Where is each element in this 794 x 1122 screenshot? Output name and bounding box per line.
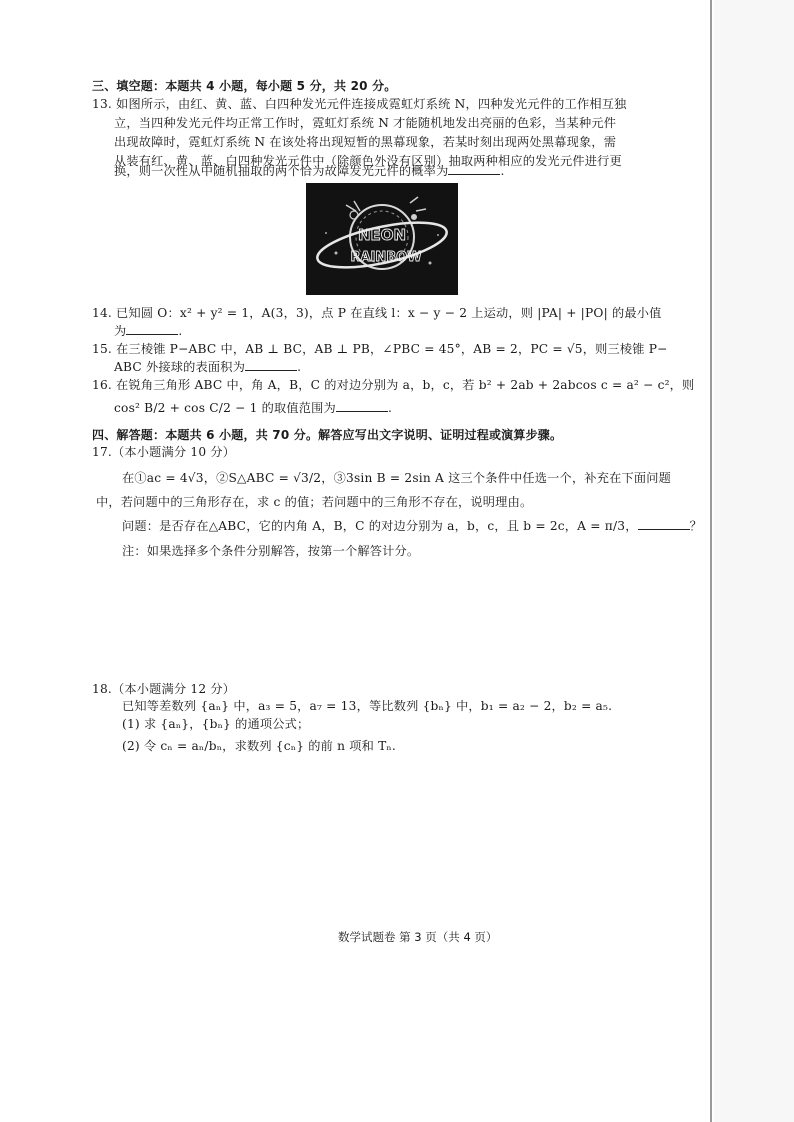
q15-line-2-wrap: ABC 外接球的表面积为 . <box>114 360 302 374</box>
q13-answer-blank <box>448 163 500 175</box>
q13-line-2: 立，当四种发光元件均正常工作时，霓虹灯系统 N 才能随机地发出亮丽的色彩，当某种元件 <box>114 116 617 130</box>
q17-title: 17.（本小题满分 10 分） <box>92 445 236 459</box>
section-3-heading: 三、填空题：本题共 4 小题，每小题 5 分，共 20 分。 <box>92 79 397 93</box>
neon-text-top: NEON <box>357 226 407 244</box>
q16-line-2: cos² B/2 + cos C/2 − 1 的取值范围为 <box>114 401 336 415</box>
neon-sign-figure <box>306 183 458 295</box>
q16-answer-blank <box>336 400 388 412</box>
q17-end-mark: ？ <box>689 519 702 533</box>
q18-part-2: (2) 令 cₙ = aₙ/bₙ，求数列 {cₙ} 的前 n 项和 Tₙ. <box>122 739 396 753</box>
q16-line-2-wrap: cos² B/2 + cos C/2 − 1 的取值范围为 . <box>114 401 393 415</box>
q14-answer-blank <box>126 323 178 335</box>
q18-title: 18.（本小题满分 12 分） <box>92 682 236 696</box>
q18-line-1: 已知等差数列 {aₙ} 中，a₃ = 5，a₇ = 13，等比数列 {bₙ} 中，b₁ = a₂ − 2，b₂ = a₅. <box>122 699 613 713</box>
q17-condition-blank <box>638 518 690 530</box>
q14-line-2: 为 <box>114 324 127 338</box>
section-4-heading: 四、解答题：本题共 6 小题，共 70 分。解答应写出文字说明、证明过程或演算步骤。 <box>92 428 563 442</box>
q13-line-3: 出现故障时，霓虹灯系统 N 在该处将出现短暂的黑幕现象，若某时刻出现两处黑幕现象，需 <box>114 135 617 149</box>
q17-note: 注：如果选择多个条件分别解答，按第一个解答计分。 <box>122 544 420 558</box>
page-footer: 数学试题卷 第 3 页（共 4 页） <box>338 930 498 944</box>
q13-line-1: 13. 如图所示，由红、黄、蓝、白四种发光元件连接成霓虹灯系统 N，四种发光元件的工作相互独 <box>92 97 627 111</box>
q18-part-1: (1) 求 {aₙ}，{bₙ} 的通项公式； <box>122 717 310 731</box>
q17-line-3: 问题：是否存在△ABC，它的内角 A，B，C 的对边分别为 a，b，c，且 b = 2c，A = π/3， <box>122 519 638 533</box>
q15-line-2: ABC 外接球的表面积为 <box>114 360 246 374</box>
neon-planet-icon <box>306 183 458 295</box>
q13-line-5: 换，则一次性从中随机抽取的两个恰为故障发光元件的概率为 <box>114 164 449 178</box>
q13-line-5-wrap: 换，则一次性从中随机抽取的两个恰为故障发光元件的概率为 . <box>114 164 505 178</box>
q17-line-2: 中，若问题中的三角形存在，求 c 的值；若问题中的三角形不存在，说明理由。 <box>96 495 533 509</box>
q14-line-1: 14. 已知圆 O：x² + y² = 1，A(3，3)，点 P 在直线 l：x − y − 2 上运动，则 |PA| + |PO| 的最小值 <box>92 306 662 320</box>
q13-line-4: 从装有红、黄、蓝、白四种发光元件中（除颜色外没有区别）抽取两种相应的发光元件进行更 <box>114 154 622 168</box>
q15-line-1: 15. 在三棱锥 P−ABC 中，AB ⊥ BC，AB ⊥ PB，∠PBC = 45°，AB = 2，PC = √5，则三棱锥 P− <box>92 342 668 356</box>
q15-answer-blank <box>245 359 297 371</box>
q17-line-3-wrap <box>122 518 702 534</box>
neon-text-bottom: RAINBOW <box>350 250 422 265</box>
q17-line-1: 在①ac = 4√3，②S△ABC = √3/2，③3sin B = 2sin A 这三个条件中任选一个，补充在下面问题 <box>122 471 672 485</box>
q16-line-1: 16. 在锐角三角形 ABC 中，角 A，B，C 的对边分别为 a，b，c，若 b² + 2ab + 2abcos c = a² − c²，则 <box>92 378 695 392</box>
q14-line-2-wrap: 为 . <box>114 324 183 338</box>
